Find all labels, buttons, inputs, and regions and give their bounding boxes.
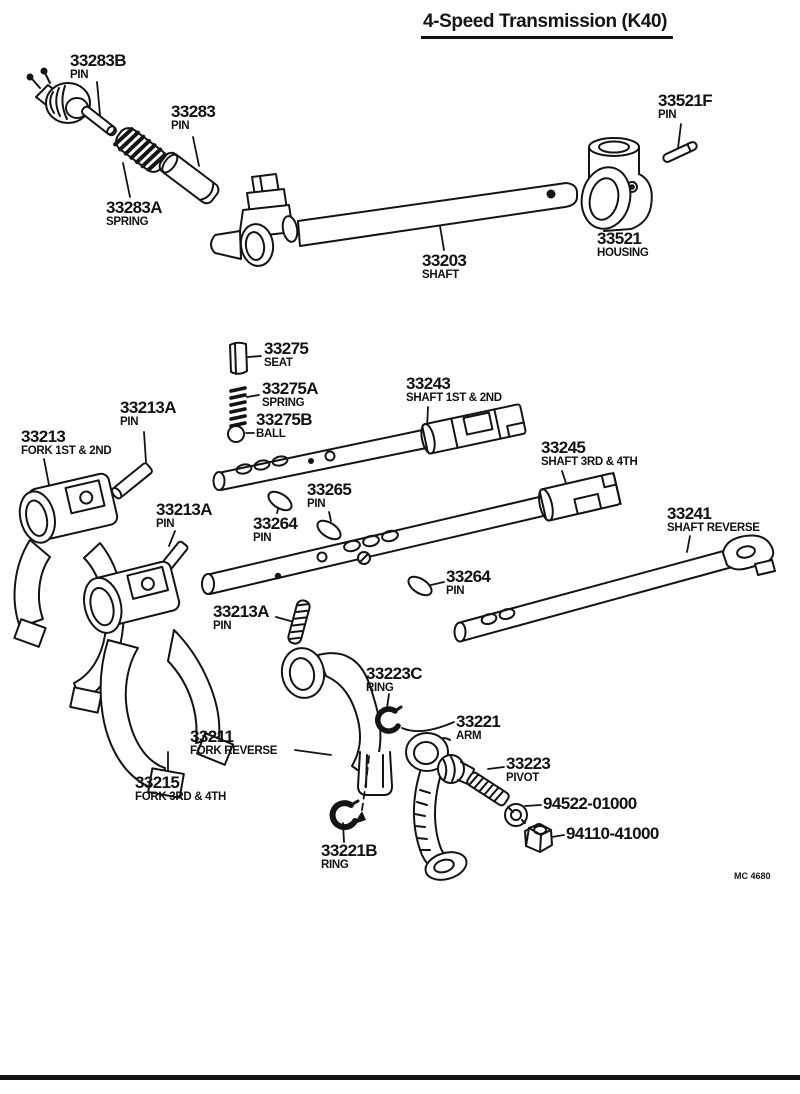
label-33275B [256, 411, 312, 441]
diagram-code: MC 4680 [734, 871, 771, 881]
label-33283 [171, 103, 215, 133]
label-33243 [406, 375, 502, 405]
part-name: FORK REVERSE [190, 745, 278, 757]
part-number: 33275 [264, 339, 309, 358]
part-name: PIN [658, 109, 677, 121]
pin-33213A-1-drawing [110, 462, 153, 500]
part-name: SPRING [262, 397, 305, 409]
label-33264-1 [253, 515, 297, 545]
shaft-33241-drawing [455, 536, 776, 642]
part-name: RING [321, 859, 349, 871]
label-33223C [366, 665, 422, 695]
label-33521F [658, 92, 712, 122]
label-33213 [21, 428, 111, 458]
part-number: 33221 [456, 712, 501, 731]
label-33223 [506, 755, 550, 785]
part-name: PIVOT [506, 772, 540, 784]
pin-33264-2-drawing [405, 573, 434, 599]
part-name: PIN [307, 498, 326, 510]
part-number: 33213A [120, 398, 176, 417]
part-number: 33264 [446, 567, 491, 586]
label-33275 [264, 340, 308, 370]
part-number: 33213A [156, 500, 212, 519]
spring-33275A-drawing [231, 388, 245, 426]
part-number: 33223C [366, 664, 422, 683]
label-33221 [456, 713, 500, 743]
part-number: 33265 [307, 480, 352, 499]
part-number: 33283A [106, 198, 162, 217]
part-number: 33283B [70, 51, 126, 70]
label-33283A [106, 199, 162, 229]
label-33211 [190, 728, 277, 758]
label-94110-41000 [566, 825, 659, 842]
part-number: 33275A [262, 379, 318, 398]
part-name: SEAT [264, 357, 293, 369]
part-name: HOUSING [597, 247, 649, 259]
washer-94522-drawing [505, 804, 527, 826]
part-name: PIN [213, 620, 232, 632]
part-name: BALL [256, 428, 286, 440]
part-number: 33283 [171, 102, 216, 121]
label-33213A-1 [120, 399, 176, 429]
ring-33221B-drawing [333, 801, 358, 827]
part-name: PIN [171, 120, 190, 132]
pin-33213A-3-drawing [287, 599, 311, 645]
part-name: SHAFT 3RD & 4TH [541, 456, 638, 468]
ball-33275B-drawing [228, 426, 244, 442]
label-33213A-3 [213, 603, 269, 633]
housing-33521-drawing [576, 138, 652, 233]
bottom-rule [0, 1075, 800, 1080]
label-33241 [667, 505, 760, 535]
part-number: 33521 [597, 229, 642, 248]
part-number: 33223 [506, 754, 551, 773]
part-number: 33521F [658, 91, 713, 110]
label-94522-01000 [543, 795, 637, 812]
part-name: ARM [456, 730, 482, 742]
pin-33283-drawing [157, 150, 221, 206]
part-number: 33203 [422, 251, 467, 270]
label-33275A [262, 380, 318, 410]
part-name: SHAFT 1ST & 2ND [406, 392, 502, 404]
part-number: 94522-01000 [543, 794, 637, 813]
part-name: PIN [120, 416, 139, 428]
ring-33223C-drawing [378, 707, 401, 731]
part-name: PIN [156, 518, 175, 530]
part-number: 33275B [256, 410, 312, 429]
part-number: 33241 [667, 504, 712, 523]
part-number: 33264 [253, 514, 298, 533]
part-name: PIN [70, 69, 89, 81]
label-33221B [321, 842, 377, 872]
label-33203 [422, 252, 466, 282]
part-number: 94110-41000 [566, 824, 659, 843]
pin-33264-1-drawing [265, 488, 294, 514]
pin-33521F-drawing [662, 141, 698, 163]
label-33245 [541, 439, 637, 469]
part-name: FORK 1ST & 2ND [21, 445, 112, 457]
part-name: FORK 3RD & 4TH [135, 791, 227, 803]
diagram-title: 4-Speed Transmission (K40) [421, 11, 673, 39]
shaft-33203-drawing [211, 174, 577, 268]
label-33521 [597, 230, 649, 260]
part-name: PIN [253, 532, 272, 544]
part-name: SPRING [106, 216, 149, 228]
part-number: 33211 [190, 727, 234, 746]
label-33265 [307, 481, 351, 511]
pin-33265-drawing [314, 517, 343, 543]
part-name: RING [366, 682, 394, 694]
fork-33215-drawing [79, 560, 234, 798]
part-name: PIN [446, 585, 465, 597]
part-name: SHAFT [422, 269, 459, 281]
label-33283B [70, 52, 126, 82]
part-name: SHAFT REVERSE [667, 522, 760, 534]
label-33264-2 [446, 568, 490, 598]
part-number: 33243 [406, 374, 451, 393]
part-number: 33213A [213, 602, 269, 621]
nut-94110-drawing [525, 824, 552, 852]
pivot-33223-drawing [438, 755, 510, 807]
seat-33275-drawing [230, 343, 247, 374]
part-number: 33245 [541, 438, 586, 457]
part-number: 33215 [135, 773, 180, 792]
part-number: 33213 [21, 427, 66, 446]
part-number: 33221B [321, 841, 377, 860]
label-33215 [135, 774, 226, 804]
label-33213A-2 [156, 501, 212, 531]
arm-33221-drawing [406, 733, 470, 884]
